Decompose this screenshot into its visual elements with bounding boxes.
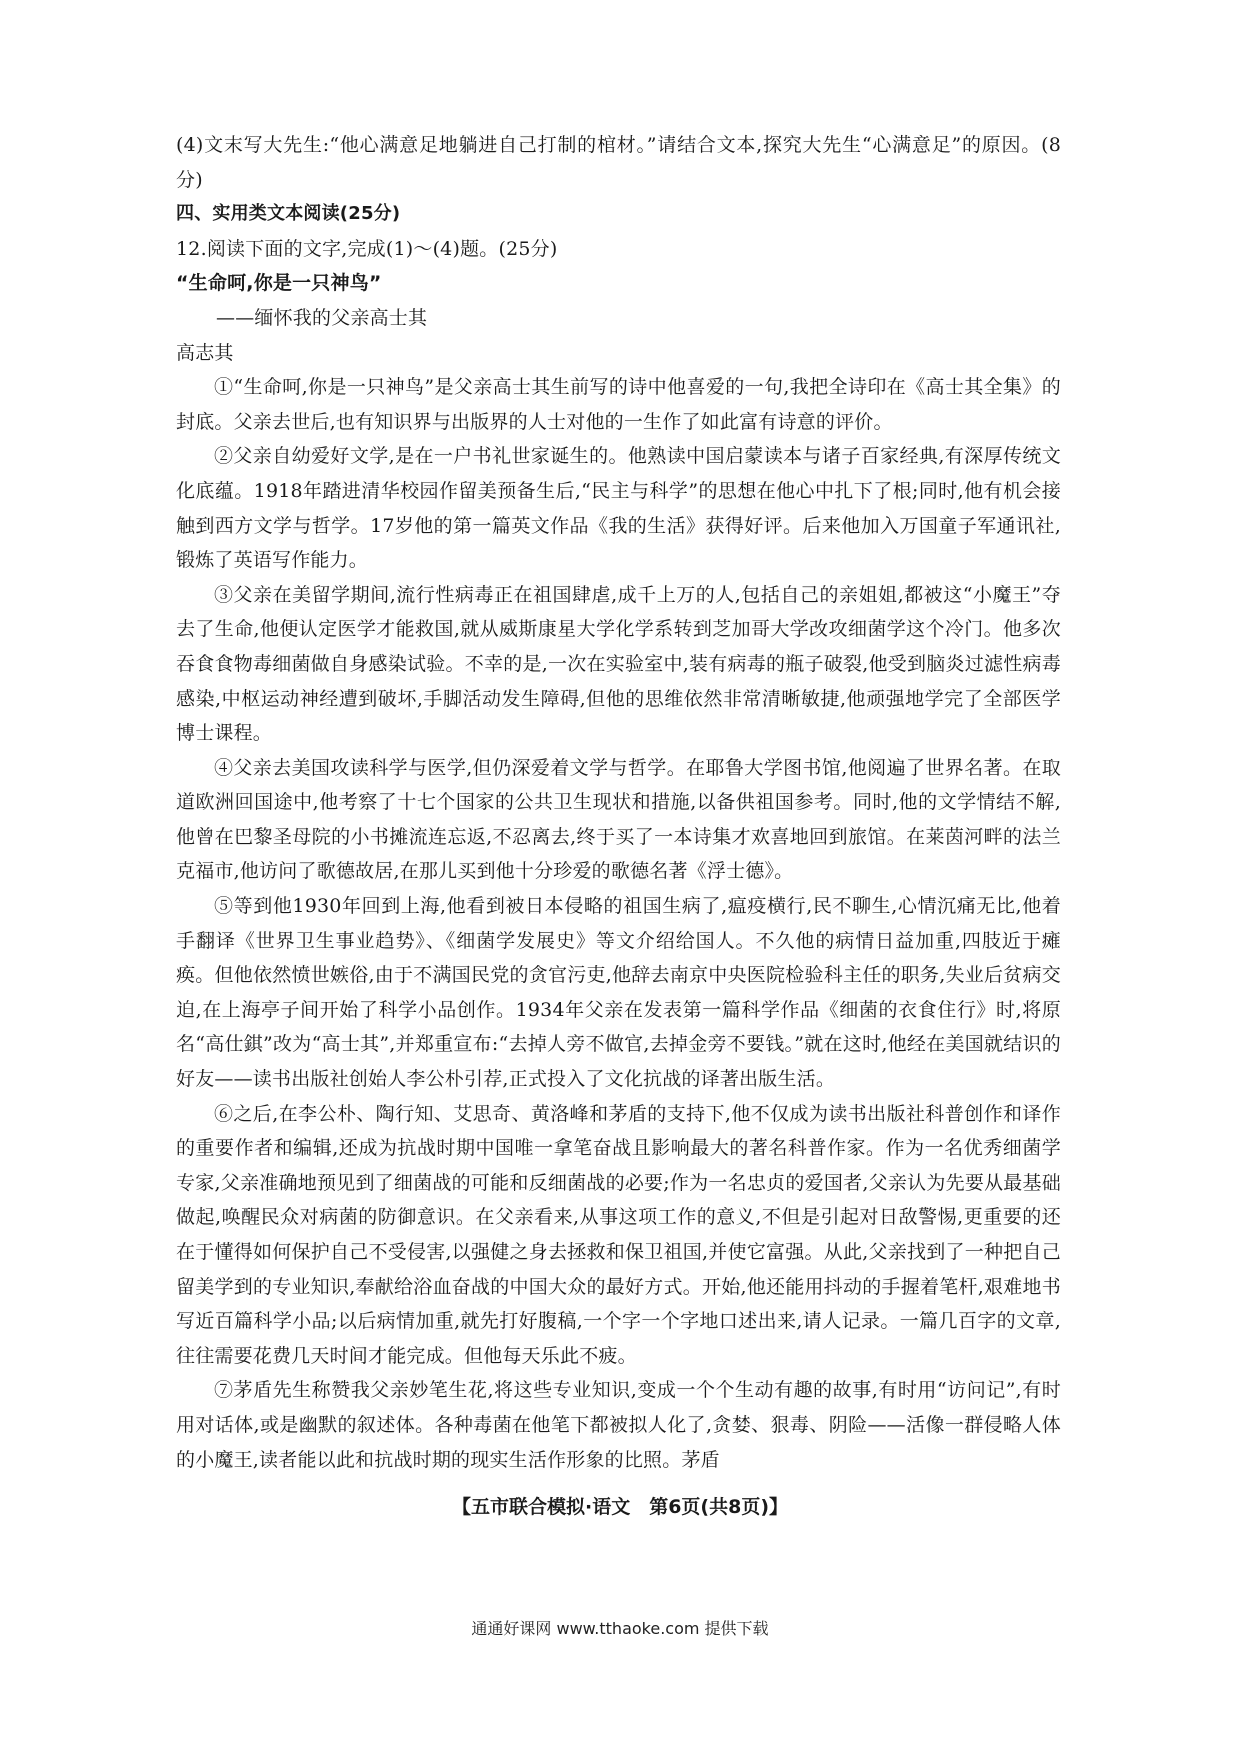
page-content <box>176 128 1061 1477</box>
paragraph-5: ⑤等到他1930年回到上海,他看到被日本侵略的祖国生病了,瘟疫横行,民不聊生,心情沉痛无比,他着手翻译《世界卫生事业趋势》、《细菌学发展史》等文介绍给国人。不久他的病情日益加重,四肢近于瘫痪。但他依然愤世嫉俗,由于不满国民党的贪官污吏,他辞去南京中央医院检验科主任的职务,失业后贫病交迫,在上海亭子间开始了科学小品创作。1934年父亲在发表第一篇科学作品《细菌的衣食住行》时,将原名“高仕錤”改为“高士其”,并郑重宣布:“去掉人旁不做官,去掉金旁不要钱。”就在这时,他经在美国就结识的好友——读书出版社创始人李公朴引荐,正式投入了文化抗战的译著出版生活。 <box>176 895 1061 1091</box>
paragraph-4: ④父亲去美国攻读科学与医学,但仍深爱着文学与哲学。在耶鲁大学图书馆,他阅遍了世界名著。在取道欧洲回国途中,他考察了十七个国家的公共卫生现状和措施,以备供祖国参考。同时,他的文学情结不解,他曾在巴黎圣母院的小书摊流连忘返,不忍离去,终于买了一本诗集才欢喜地回到旅馆。在莱茵河畔的法兰克福市,他访问了歌德故居,在那儿买到他十分珍爱的歌德名著《浮士德》。 <box>176 756 1061 883</box>
question-12: 12.阅读下面的文字,完成(1)～(4)题。(25分) <box>176 237 558 260</box>
paragraph-1: ①“生命呵,你是一只神鸟”是父亲高士其生前写的诗中他喜爱的一句,我把全诗印在《高士其全集》的封底。父亲去世后,也有知识界与出版界的人士对他的一生作了如此富有诗意的评价。 <box>176 376 1061 433</box>
paragraph-6: ⑥之后,在李公朴、陶行知、艾思奇、黄洛峰和茅盾的支持下,他不仅成为读书出版社科普创作和译作的重要作者和编辑,还成为抗战时期中国唯一拿笔奋战且影响最大的著名科普作家。作为一名优秀细菌学专家,父亲准确地预见到了细菌战的可能和反细菌战的必要;作为一名忠贞的爱国者,父亲认为先要从最基础做起,唤醒民众对病菌的防御意识。在父亲看来,从事这项工作的意义,不但是引起对日敌警惕,更重要的还在于懂得如何保护自己不受侵害,以强健之身去拯救和保卫祖国,并使它富强。从此,父亲找到了一种把自己留美学到的专业知识,奉献给浴血奋战的中国大众的最好方式。开始,他还能用抖动的手握着笔杆,艰难地书写近百篇科学小品;以后病情加重,就先打好腹稿,一个字一个字地口述出来,请人记录。一篇几百字的文章,往往需要花费几天时间才能完成。但他每天乐此不疲。 <box>176 1102 1061 1367</box>
article-title: “生命呵,你是一只神鸟” <box>176 272 382 295</box>
paragraph-2: ②父亲自幼爱好文学,是在一户书礼世家诞生的。他熟读中国启蒙读本与诸子百家经典,有深厚传统文化底蕴。1918年踏进清华校园作留美预备生后,“民主与科学”的思想在他心中扎下了根;同时,他有机会接触到西方文学与哲学。17岁他的第一篇英文作品《我的生活》获得好评。后来他加入万国童子军通讯社,锻炼了英语写作能力。 <box>176 445 1061 572</box>
article-subtitle: ——缅怀我的父亲高士其 <box>216 306 428 329</box>
section-heading: 四、实用类文本阅读(25分) <box>176 203 401 225</box>
paragraph-3: ③父亲在美留学期间,流行性病毒正在祖国肆虐,成千上万的人,包括自己的亲姐姐,都被这“小魔王”夺去了生命,他便认定医学才能救国,就从威斯康星大学化学系转到芝加哥大学改攻细菌学这个冷门。他多次吞食食物毒细菌做自身感染试验。不幸的是,一次在实验室中,装有病毒的瓶子破裂,他受到脑炎过滤性病毒感染,中枢运动神经遭到破坏,手脚活动发生障碍,但他的思维依然非常清晰敏捷,他顽强地学完了全部医学博士课程。 <box>176 583 1061 745</box>
page-footer: 【五市联合模拟·语文 第6页(共8页)】 <box>451 1496 789 1518</box>
paragraph-7: ⑦茅盾先生称赞我父亲妙笔生花,将这些专业知识,变成一个个生动有趣的故事,有时用“访问记”,有时用对话体,或是幽默的叙述体。各种毒菌在他笔下都被拟人化了,贪婪、狠毒、阴险——活像一群侵略人体的小魔王,读者能以此和抗战时期的现实生活作形象的比照。茅盾 <box>176 1379 1061 1471</box>
article-author: 高志其 <box>176 341 234 364</box>
source-line: 通通好课网 www.tthaoke.com 提供下载 <box>471 1619 769 1638</box>
question-4: (4)文末写大先生:“他心满意足地躺进自己打制的棺材。”请结合文本,探究大先生“心满意足”的原因。(8分) <box>176 134 1061 191</box>
